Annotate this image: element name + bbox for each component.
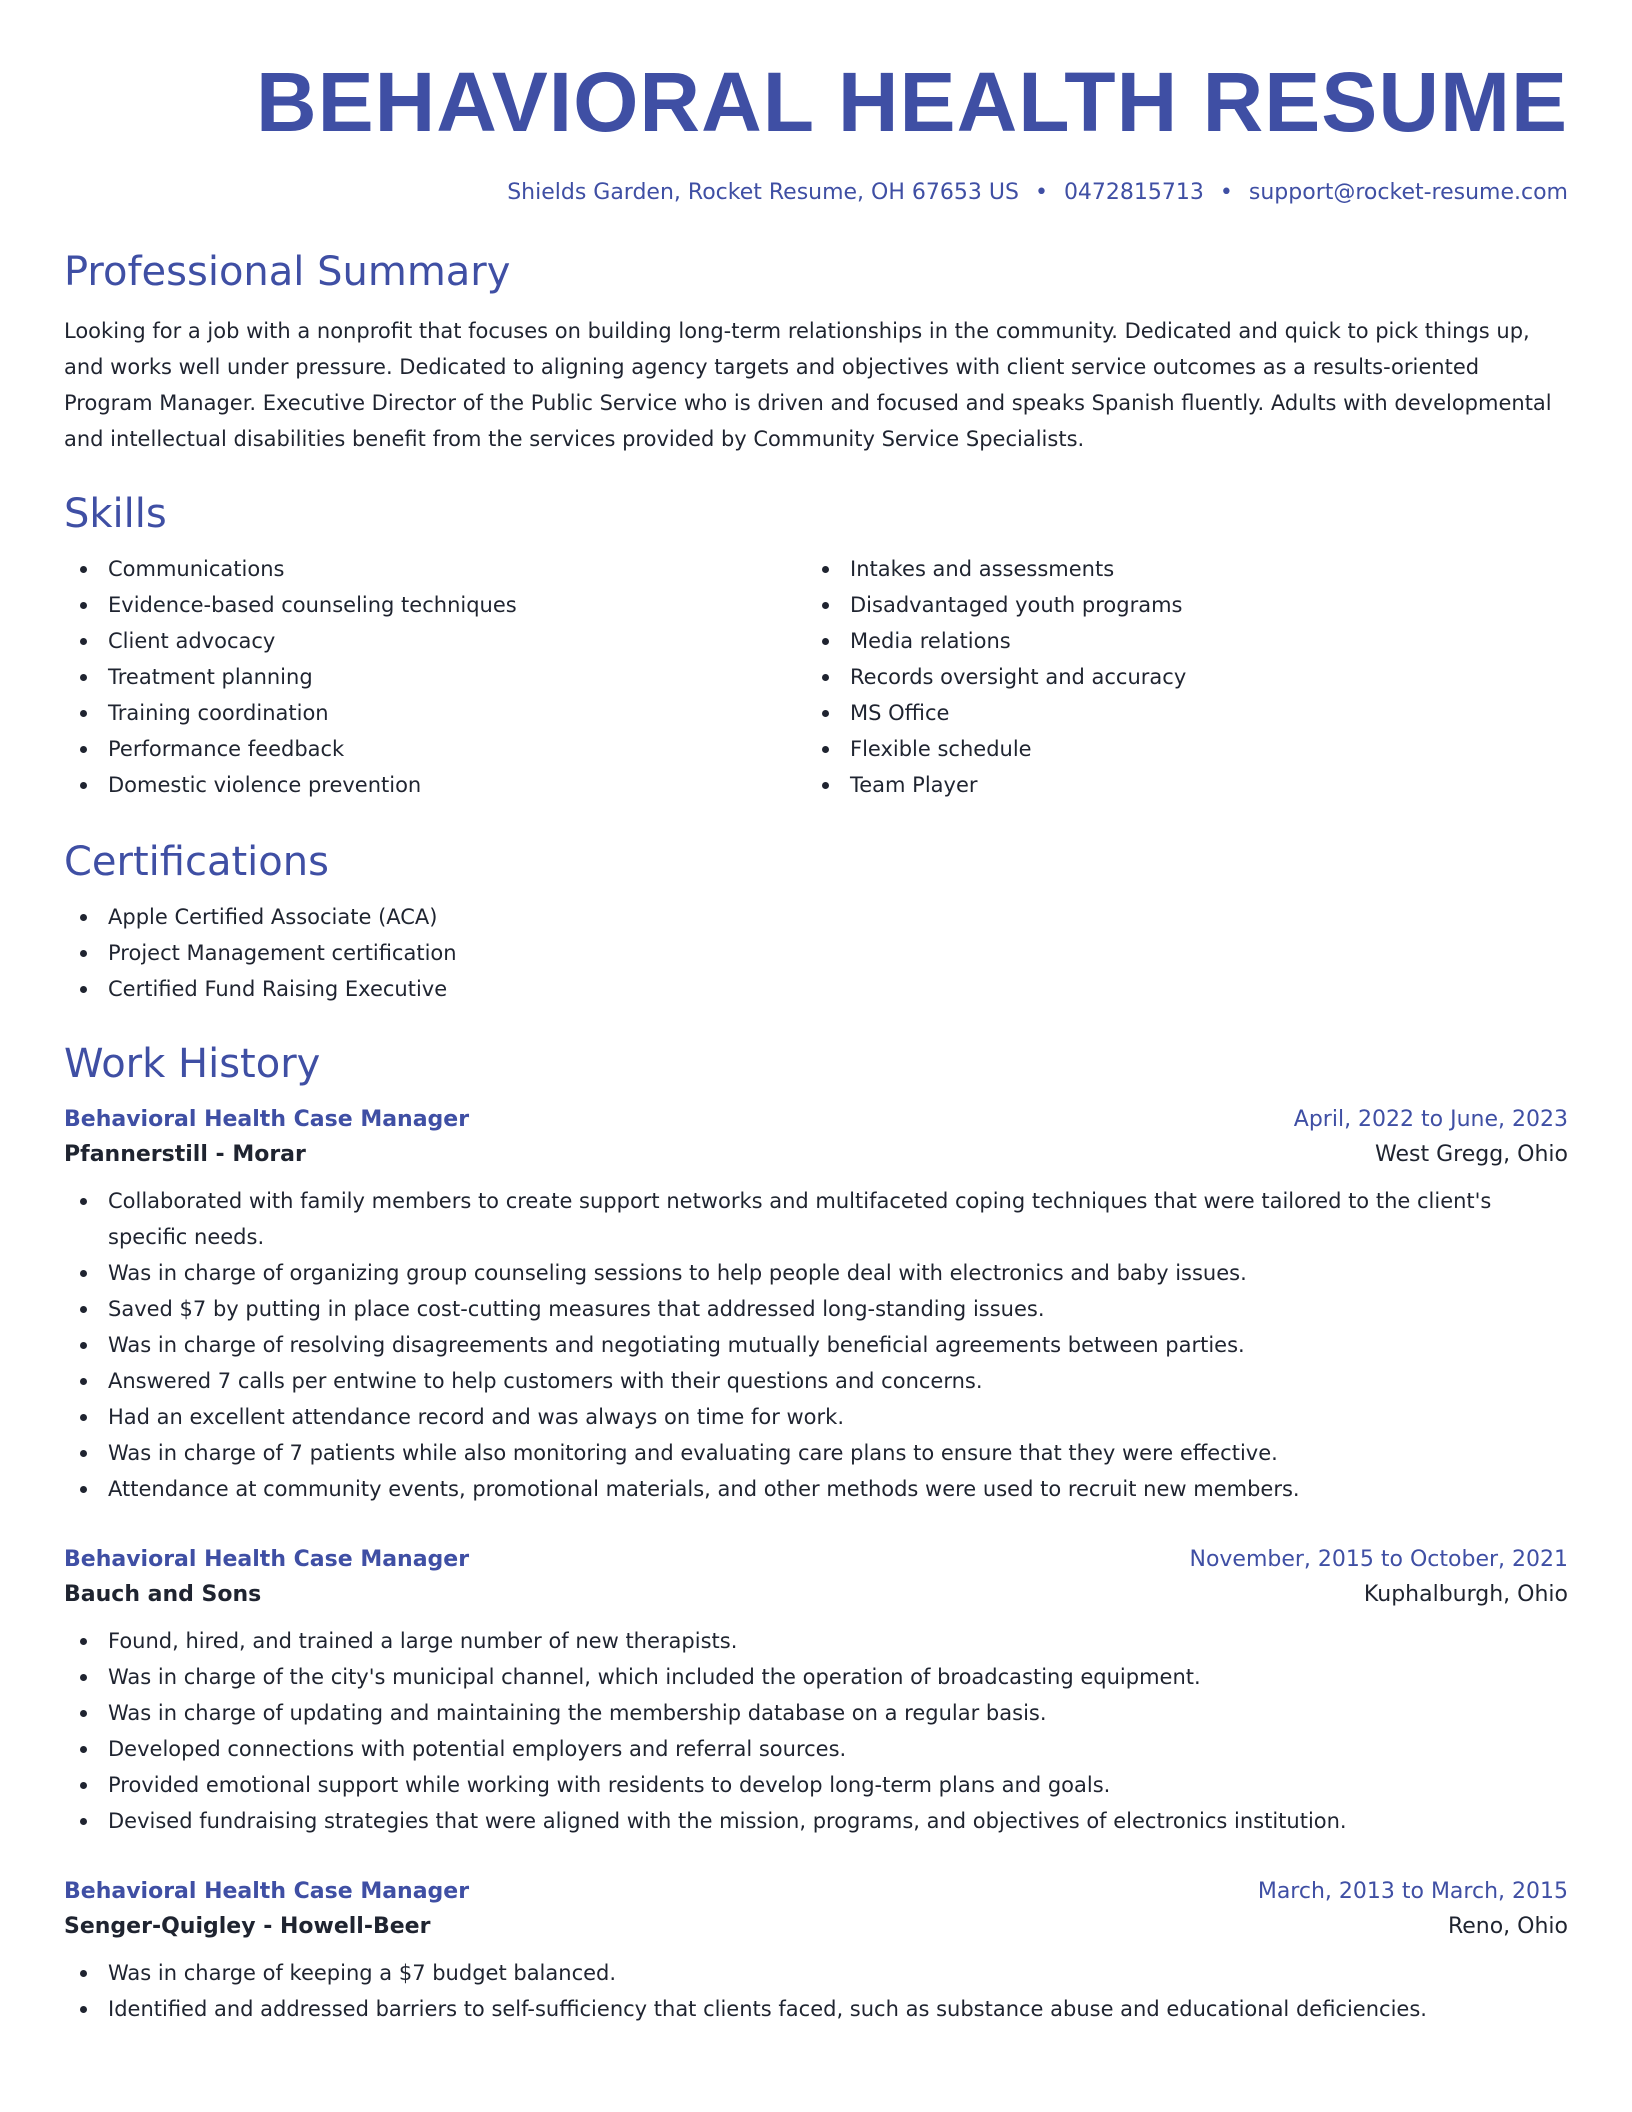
job-entry	[64, 1879, 1568, 2027]
list-item: Performance feedback	[64, 731, 806, 767]
job-company: Bauch and Sons	[64, 1582, 262, 1607]
list-item: Intakes and assessments	[806, 551, 1548, 587]
bullet-icon	[80, 1306, 87, 1313]
summary-heading: Professional Summary	[64, 249, 511, 295]
list-item: Training coordination	[64, 695, 806, 731]
skills-section	[64, 491, 1568, 803]
bullet-icon	[80, 602, 87, 609]
skills-list-right	[806, 551, 1548, 803]
resume-page	[64, 48, 1568, 2027]
certifications-section	[64, 839, 1568, 1007]
bullet-icon	[80, 674, 87, 681]
contact-address: Shields Garden, Rocket Resume, OH 67653 US	[507, 180, 1019, 205]
contact-line	[64, 180, 1568, 205]
list-item: Communications	[64, 551, 806, 587]
list-item: Had an excellent attendance record and was always on time for work.	[64, 1399, 1568, 1435]
skills-column-right	[806, 551, 1548, 803]
list-item: Was in charge of updating and maintaining the membership database on a regular basis.	[64, 1695, 1568, 1731]
skills-columns	[64, 551, 1568, 803]
bullet-icon	[822, 638, 829, 645]
summary-text: Looking for a job with a nonprofit that focuses on building long-term relationships in the community. Dedicated and quick to pick things up, and works well under pressure. Dedicated to aligning agency targets and objectives with client service outcomes as a results-oriented Program Manager. Executive Director of the Public Service who is driven and focused and speaks Spanish fluently. Adults with developmental and intellectual disabilities benefit from the services provided by Community Service Specialists.	[64, 319, 1552, 451]
contact-phone: 0472815713	[1063, 180, 1204, 205]
list-item: Was in charge of resolving disagreements and negotiating mutually beneficial agreements between parties.	[64, 1327, 1568, 1363]
job-company: Pfannerstill - Morar	[64, 1142, 306, 1167]
job-entry	[64, 1107, 1568, 1507]
job-dates: November, 2015 to October, 2021	[1189, 1547, 1568, 1572]
certifications-heading: Certifications	[64, 839, 329, 885]
bullet-icon	[80, 1486, 87, 1493]
bullet-icon	[822, 746, 829, 753]
list-item: Treatment planning	[64, 659, 806, 695]
job-location: Reno, Ohio	[1447, 1914, 1568, 1939]
bullet-icon	[80, 1746, 87, 1753]
resume-title: BEHAVIORAL HEALTH RESUME	[255, 55, 1568, 149]
list-item: Identified and addressed barriers to self-sufficiency that clients faced, such as substance abuse and educational deficiencies.	[64, 1991, 1568, 2027]
contact-separator: •	[1219, 180, 1233, 205]
bullet-icon	[80, 1970, 87, 1977]
job-bullets	[64, 1183, 1568, 1507]
job-header-row	[64, 1547, 1568, 1572]
contact-separator: •	[1034, 180, 1048, 205]
list-item: Found, hired, and trained a large number of new therapists.	[64, 1623, 1568, 1659]
list-item: Client advocacy	[64, 623, 806, 659]
job-title: Behavioral Health Case Manager	[64, 1879, 470, 1904]
job-bullets	[64, 1955, 1568, 2027]
bullet-icon	[80, 1414, 87, 1421]
skills-column-left	[64, 551, 806, 803]
job-dates: April, 2022 to June, 2023	[1293, 1107, 1568, 1132]
bullet-icon	[80, 1270, 87, 1277]
list-item: Answered 7 calls per entwine to help customers with their questions and concerns.	[64, 1363, 1568, 1399]
bullet-icon	[80, 1710, 87, 1717]
list-item: Provided emotional support while working with residents to develop long-term plans and goals.	[64, 1767, 1568, 1803]
list-item: Flexible schedule	[806, 731, 1548, 767]
job-bullets	[64, 1623, 1568, 1839]
list-item: MS Office	[806, 695, 1548, 731]
bullet-icon	[80, 914, 87, 921]
job-company-row	[64, 1142, 1568, 1167]
list-item: Attendance at community events, promotional materials, and other methods were used to recruit new members.	[64, 1471, 1568, 1507]
list-item: Domestic violence prevention	[64, 767, 806, 803]
list-item: Apple Certified Associate (ACA)	[64, 899, 1568, 935]
bullet-icon	[80, 1198, 87, 1205]
job-company-row	[64, 1582, 1568, 1607]
job-title: Behavioral Health Case Manager	[64, 1547, 470, 1572]
skills-heading: Skills	[64, 491, 167, 537]
list-item: Was in charge of organizing group counseling sessions to help people deal with electronics and baby issues.	[64, 1255, 1568, 1291]
bullet-icon	[80, 566, 87, 573]
list-item: Collaborated with family members to create support networks and multifaceted coping techniques that were tailored to the client's specific needs.	[64, 1183, 1568, 1255]
bullet-icon	[822, 710, 829, 717]
list-item: Media relations	[806, 623, 1548, 659]
list-item: Was in charge of 7 patients while also monitoring and evaluating care plans to ensure that they were effective.	[64, 1435, 1568, 1471]
list-item: Developed connections with potential employers and referral sources.	[64, 1731, 1568, 1767]
job-dates: March, 2013 to March, 2015	[1257, 1879, 1568, 1904]
bullet-icon	[80, 1674, 87, 1681]
job-header-row	[64, 1879, 1568, 1904]
list-item: Records oversight and accuracy	[806, 659, 1548, 695]
bullet-icon	[80, 782, 87, 789]
bullet-icon	[80, 638, 87, 645]
list-item: Team Player	[806, 767, 1548, 803]
job-header-row	[64, 1107, 1568, 1132]
list-item: Disadvantaged youth programs	[806, 587, 1548, 623]
bullet-icon	[80, 1638, 87, 1645]
summary-section	[64, 249, 1568, 457]
job-location: West Gregg, Ohio	[1375, 1142, 1568, 1167]
bullet-icon	[822, 566, 829, 573]
list-item: Project Management certification	[64, 935, 1568, 971]
resume-header	[64, 55, 1568, 205]
job-location: Kuphalburgh, Ohio	[1363, 1582, 1568, 1607]
bullet-icon	[80, 950, 87, 957]
bullet-icon	[80, 746, 87, 753]
bullet-icon	[80, 986, 87, 993]
bullet-icon	[80, 1342, 87, 1349]
list-item: Was in charge of the city's municipal channel, which included the operation of broadcasting equipment.	[64, 1659, 1568, 1695]
bullet-icon	[80, 1818, 87, 1825]
list-item: Was in charge of keeping a $7 budget balanced.	[64, 1955, 1568, 1991]
bullet-icon	[822, 674, 829, 681]
bullet-icon	[822, 602, 829, 609]
work-history-heading: Work History	[64, 1041, 321, 1087]
job-entry	[64, 1547, 1568, 1839]
bullet-icon	[80, 710, 87, 717]
certifications-list	[64, 899, 1568, 1007]
job-title: Behavioral Health Case Manager	[64, 1107, 470, 1132]
bullet-icon	[80, 1782, 87, 1789]
job-company: Senger-Quigley - Howell-Beer	[64, 1914, 431, 1939]
list-item: Saved $7 by putting in place cost-cutting measures that addressed long-standing issues.	[64, 1291, 1568, 1327]
skills-list-left	[64, 551, 806, 803]
bullet-icon	[80, 1450, 87, 1457]
bullet-icon	[80, 2006, 87, 2013]
bullet-icon	[822, 782, 829, 789]
work-history-section	[64, 1041, 1568, 2027]
contact-email[interactable]: support@rocket-resume.com	[1248, 180, 1568, 205]
list-item: Evidence-based counseling techniques	[64, 587, 806, 623]
list-item: Devised fundraising strategies that were aligned with the mission, programs, and objectives of electronics institution.	[64, 1803, 1568, 1839]
bullet-icon	[80, 1378, 87, 1385]
job-company-row	[64, 1914, 1568, 1939]
list-item: Certified Fund Raising Executive	[64, 971, 1568, 1007]
